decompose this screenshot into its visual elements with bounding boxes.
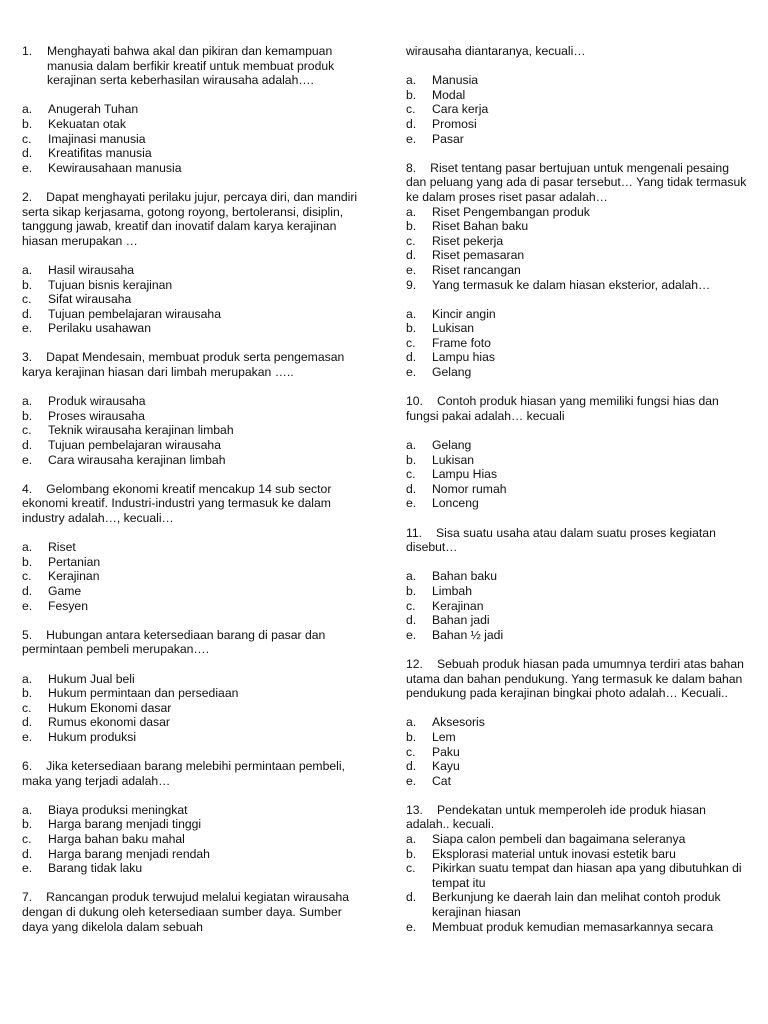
option-letter: c.: [22, 700, 32, 715]
question: [22, 190, 367, 336]
answer-option: [22, 102, 367, 117]
answer-option: [406, 132, 751, 147]
answer-option: [406, 482, 751, 497]
question: [22, 44, 367, 175]
question-stem: [406, 657, 751, 701]
question-text: Dapat Mendesain, membuat produk serta pengemasan karya kerajinan hiasan dari limbah merupakan …..: [22, 350, 345, 380]
question-stem: [22, 759, 367, 788]
option-text: Frame foto: [432, 335, 491, 350]
question-number: 2.: [22, 189, 33, 204]
option-letter: e.: [406, 919, 417, 934]
answer-option: [406, 832, 751, 847]
option-letter: c.: [406, 598, 416, 613]
question-number: 4.: [22, 481, 33, 496]
option-letter: b.: [22, 116, 33, 131]
question-stem: [22, 628, 367, 657]
option-text: Lukisan: [432, 321, 475, 336]
answer-option: [406, 263, 751, 278]
question-text: Hubungan antara ketersediaan barang di pasar dan permintaan pembeli merupakan….: [22, 627, 326, 657]
answer-option: [406, 628, 751, 643]
option-letter: e.: [22, 729, 33, 744]
question: [22, 350, 367, 467]
option-text: Riset Pengembangan produk: [432, 204, 590, 219]
option-text: Lukisan: [432, 452, 475, 467]
question-number: 6.: [22, 759, 33, 774]
option-text: Riset rancangan: [432, 262, 521, 277]
answer-option: [22, 438, 367, 453]
answer-option: [406, 350, 751, 365]
question-stem: [406, 526, 751, 555]
answer-options: [406, 73, 751, 146]
option-text: Yang termasuk ke dalam hiasan eksterior, adalah…: [432, 277, 711, 292]
option-text: Modal: [432, 87, 466, 102]
answer-option: [406, 774, 751, 789]
answer-option: [406, 759, 751, 774]
answer-option: [22, 409, 367, 424]
question-text: Jika ketersediaan barang melebihi permintaan pembeli, maka yang terjadi adalah…: [22, 759, 345, 788]
question-text: Menghayati bahwa akal dan pikiran dan kemampuan manusia dalam berfikir kreatif untuk membuat produk kerajinan serta keberhasilan wirausaha adalah….: [47, 44, 335, 88]
answer-option: [406, 205, 751, 220]
option-text: Kerajinan: [432, 598, 484, 613]
option-letter: a.: [406, 569, 417, 584]
answer-option: [406, 336, 751, 351]
answer-option: [22, 161, 367, 176]
option-letter: b.: [406, 729, 417, 744]
option-text: Lem: [432, 729, 456, 744]
option-text: Tujuan pembelajaran wirausaha: [48, 306, 221, 321]
option-text: Perilaku usahawan: [48, 321, 151, 336]
answer-option: [22, 292, 367, 307]
answer-option: [22, 540, 367, 555]
answer-option: [22, 817, 367, 832]
option-letter: e.: [406, 773, 417, 788]
option-text: Riset: [48, 540, 76, 555]
option-text: Proses wirausaha: [48, 408, 145, 423]
option-letter: c.: [22, 569, 32, 584]
option-text: Promosi: [432, 116, 477, 131]
answer-options: [406, 715, 751, 788]
option-text: Pertanian: [48, 554, 101, 569]
answer-option: [22, 307, 367, 322]
answer-option: [406, 453, 751, 468]
question-text: Contoh produk hiasan yang memiliki fungsi hias dan fungsi pakai adalah… kecuali: [406, 394, 719, 423]
answer-option: [22, 321, 367, 336]
answer-option: [406, 584, 751, 599]
option-letter: b.: [22, 408, 33, 423]
question: [406, 657, 751, 788]
left-column: [22, 44, 367, 934]
answer-options: [406, 832, 751, 934]
question-text: Sebuah produk hiasan pada umumnya terdiri atas bahan utama dan bahan pendukung. Yang termasuk ke dalam bahan pendukung pada kerajinan bingkai photo adalah… Kecuali..: [406, 656, 744, 701]
option-text: Kekuatan otak: [48, 116, 126, 131]
option-text: Aksesoris: [432, 715, 485, 730]
answer-option: [406, 307, 751, 322]
answer-option: [406, 88, 751, 103]
option-letter: d.: [22, 438, 33, 453]
option-letter: a.: [22, 262, 33, 277]
option-text: Imajinasi manusia: [48, 131, 146, 146]
question-number: 12.: [406, 656, 423, 671]
option-text: Lampu Hias: [432, 467, 498, 482]
answer-option: [22, 599, 367, 614]
option-letter: e.: [22, 452, 33, 467]
option-letter: e.: [406, 131, 417, 146]
option-text: Tujuan pembelajaran wirausaha: [48, 438, 221, 453]
option-letter: a.: [406, 306, 417, 321]
option-letter: b.: [406, 87, 417, 102]
question-stem: [22, 890, 367, 934]
option-text: Nomor rumah: [432, 481, 507, 496]
option-letter: c.: [406, 102, 416, 117]
option-letter: a.: [406, 73, 417, 88]
option-letter: a.: [22, 671, 33, 686]
answer-option: [22, 278, 367, 293]
question-number: 3.: [22, 350, 33, 365]
option-text: Kewirausahaan manusia: [48, 160, 182, 175]
option-text: Kerajinan: [48, 569, 100, 584]
option-letter: c.: [406, 744, 416, 759]
option-text: Harga barang menjadi rendah: [48, 846, 210, 861]
option-text: Bahan ½ jadi: [432, 627, 504, 642]
option-letter: a.: [22, 802, 33, 817]
option-text: Cara wirausaha kerajinan limbah: [48, 452, 226, 467]
question-text: wirausaha diantaranya, kecuali…: [406, 44, 586, 58]
option-text: Pasar: [432, 131, 464, 146]
option-text: Kincir angin: [432, 306, 496, 321]
answer-option: [22, 701, 367, 716]
answer-option: [22, 672, 367, 687]
answer-option: [406, 248, 751, 263]
option-text: Game: [48, 583, 82, 598]
option-text: Harga barang menjadi tinggi: [48, 817, 202, 832]
question: [406, 307, 751, 380]
answer-option: [406, 321, 751, 336]
answer-option: [406, 847, 751, 862]
question: [22, 890, 367, 934]
option-text: Hukum Jual beli: [48, 671, 135, 686]
option-text: Gelang: [432, 438, 472, 453]
option-text: Cara kerja: [432, 102, 489, 117]
option-letter: c.: [22, 131, 32, 146]
option-letter: a.: [406, 204, 417, 219]
question-text: Riset tentang pasar bertujuan untuk mengenali pesaing dan peluang yang ada di pasar tersebut… Yang tidak termasuk ke dalam proses riset pasar adalah…: [406, 160, 747, 204]
answer-option: [406, 117, 751, 132]
option-letter: b.: [406, 219, 417, 234]
answer-option: [406, 219, 751, 234]
option-text: Fesyen: [48, 598, 88, 613]
question-number: 11.: [406, 525, 423, 540]
option-letter: b.: [22, 277, 33, 292]
option-text: Membuat produk kemudian memasarkannya secara: [432, 919, 714, 934]
option-letter: a.: [406, 715, 417, 730]
option-letter: d.: [406, 116, 417, 131]
answer-option: [406, 569, 751, 584]
option-letter: a.: [406, 832, 417, 847]
option-letter: d.: [22, 146, 33, 161]
question-stem: [22, 350, 367, 379]
answer-option: [22, 803, 367, 818]
option-letter: e.: [22, 861, 33, 876]
option-text: Riset Bahan baku: [432, 219, 529, 234]
option-letter: b.: [22, 554, 33, 569]
answer-option: [22, 569, 367, 584]
option-letter: e.: [22, 160, 33, 175]
option-text: Riset pemasaran: [432, 248, 525, 263]
question-number: 13.: [406, 802, 423, 817]
option-text: Bahan baku: [432, 569, 498, 584]
answer-option: [406, 102, 751, 117]
option-text: Riset pekerja: [432, 233, 504, 248]
answer-option: [406, 730, 751, 745]
option-letter: b.: [22, 817, 33, 832]
question: [22, 759, 367, 876]
option-text: Barang tidak laku: [48, 861, 143, 876]
option-letter: 9.: [406, 277, 417, 292]
option-letter: c.: [406, 335, 416, 350]
option-text: Hukum Ekonomi dasar: [48, 700, 172, 715]
option-text: Rumus ekonomi dasar: [48, 715, 170, 730]
option-letter: d.: [406, 613, 417, 628]
question-stem: [22, 44, 367, 88]
question: [406, 803, 751, 934]
option-letter: d.: [406, 481, 417, 496]
question-number: 7.: [22, 890, 33, 905]
answer-option: [22, 686, 367, 701]
answer-option: [22, 394, 367, 409]
answer-options: [22, 540, 367, 613]
option-text: Kayu: [432, 759, 460, 774]
option-text: Manusia: [432, 73, 479, 88]
option-text: Gelang: [432, 365, 472, 380]
question-stem: [406, 394, 751, 423]
option-text: Siapa calon pembeli dan bagaimana seleranya: [432, 832, 686, 847]
option-letter: a.: [406, 438, 417, 453]
option-letter: e.: [406, 365, 417, 380]
answer-options: [22, 803, 367, 876]
option-text: Hukum produksi: [48, 729, 137, 744]
option-text: Eksplorasi material untuk inovasi estetik baru: [432, 846, 676, 861]
question-stem: [406, 44, 751, 59]
option-text: Limbah: [432, 583, 472, 598]
option-letter: e.: [406, 496, 417, 511]
answer-option: [22, 861, 367, 876]
option-letter: d.: [406, 890, 417, 905]
option-letter: a.: [22, 540, 33, 555]
option-text: Kreatifitas manusia: [48, 146, 152, 161]
answer-options: [406, 438, 751, 511]
answer-option: [406, 365, 751, 380]
option-letter: b.: [22, 686, 33, 701]
option-letter: d.: [22, 846, 33, 861]
answer-option: [406, 278, 751, 293]
answer-option: [22, 263, 367, 278]
answer-options: [22, 672, 367, 745]
right-column: [406, 44, 751, 934]
option-letter: c.: [406, 233, 416, 248]
question: [22, 628, 367, 745]
option-text: Hasil wirausaha: [48, 262, 135, 277]
option-letter: e.: [22, 321, 33, 336]
option-text: Hukum permintaan dan persediaan: [48, 686, 239, 701]
answer-option: [406, 920, 751, 935]
question-stem: [22, 190, 367, 248]
option-letter: c.: [406, 467, 416, 482]
option-letter: b.: [406, 583, 417, 598]
option-letter: a.: [22, 102, 33, 117]
option-text: Produk wirausaha: [48, 394, 146, 409]
option-text: Pikirkan suatu tempat dan hiasan apa yang dibutuhkan di tempat itu: [432, 861, 742, 890]
answer-option: [22, 832, 367, 847]
option-text: Teknik wirausaha kerajinan limbah: [48, 423, 234, 438]
answer-option: [406, 599, 751, 614]
question: [406, 394, 751, 511]
option-text: Cat: [432, 773, 451, 788]
answer-option: [22, 847, 367, 862]
option-letter: c.: [22, 292, 32, 307]
option-letter: d.: [22, 715, 33, 730]
question: [406, 161, 751, 292]
answer-option: [406, 861, 751, 890]
question-text: Rancangan produk terwujud melalui kegiatan wirausaha dengan di dukung oleh ketersediaan sumber daya. Sumber daya yang dikelola dalam sebuah: [22, 890, 350, 934]
option-text: Biaya produksi meningkat: [48, 802, 188, 817]
answer-option: [406, 467, 751, 482]
option-text: Paku: [432, 744, 460, 759]
option-letter: c.: [406, 861, 416, 876]
option-letter: d.: [22, 583, 33, 598]
option-letter: e.: [406, 627, 417, 642]
question: [406, 44, 751, 146]
question-number: 10.: [406, 394, 423, 409]
answer-option: [406, 73, 751, 88]
option-letter: e.: [406, 262, 417, 277]
question: [22, 482, 367, 613]
option-text: Lonceng: [432, 496, 479, 511]
option-letter: b.: [406, 321, 417, 336]
answer-options: [406, 205, 751, 293]
option-letter: d.: [406, 248, 417, 263]
option-letter: b.: [406, 452, 417, 467]
question-number: 5.: [22, 627, 33, 642]
question-number: 1.: [22, 44, 33, 58]
question-text: Gelombang ekonomi kreatif mencakup 14 sub sector ekonomi kreatif. Industri-industri yang termasuk ke dalam industry adalah…, kecuali…: [22, 481, 332, 525]
answer-option: [22, 132, 367, 147]
option-text: Tujuan bisnis kerajinan: [48, 277, 173, 292]
answer-option: [22, 555, 367, 570]
option-text: Sifat wirausaha: [48, 292, 132, 307]
question-text: Dapat menghayati perilaku jujur, percaya diri, dan mandiri serta sikap kerjasama, gotong royong, bertoleransi, disiplin, tanggung jawab, kreatif dan inovatif dalam karya kerajinan hiasan merupakan …: [22, 189, 358, 248]
question-text: Sisa suatu usaha atau dalam suatu proses kegiatan disebut…: [406, 525, 716, 555]
answer-option: [22, 423, 367, 438]
answer-option: [406, 890, 751, 919]
option-letter: a.: [22, 394, 33, 409]
answer-option: [406, 438, 751, 453]
answer-option: [22, 730, 367, 745]
option-letter: d.: [22, 306, 33, 321]
question: [406, 526, 751, 643]
answer-options: [22, 102, 367, 175]
answer-option: [406, 613, 751, 628]
answer-option: [22, 146, 367, 161]
answer-options: [22, 394, 367, 467]
answer-option: [22, 117, 367, 132]
answer-options: [22, 263, 367, 336]
answer-option: [22, 715, 367, 730]
question-stem: [406, 803, 751, 832]
option-text: Lampu hias: [432, 350, 496, 365]
option-letter: d.: [406, 759, 417, 774]
option-letter: b.: [406, 846, 417, 861]
option-text: Berkunjung ke daerah lain dan melihat contoh produk kerajinan hiasan: [432, 890, 721, 920]
answer-option: [406, 496, 751, 511]
answer-option: [406, 715, 751, 730]
question-number: 8.: [406, 160, 417, 175]
answer-options: [406, 569, 751, 642]
answer-option: [406, 234, 751, 249]
question-stem: [406, 161, 751, 205]
option-text: Bahan jadi: [432, 613, 490, 628]
option-text: Anugerah Tuhan: [48, 102, 139, 117]
option-letter: c.: [22, 423, 32, 438]
option-letter: e.: [22, 598, 33, 613]
question-stem: [22, 482, 367, 526]
answer-option: [406, 745, 751, 760]
answer-options: [406, 307, 751, 380]
answer-option: [22, 453, 367, 468]
option-letter: c.: [22, 832, 32, 847]
answer-option: [22, 584, 367, 599]
option-text: Harga bahan baku mahal: [48, 832, 185, 847]
question-text: Pendekatan untuk memperoleh ide produk hiasan adalah.. kecuali.: [406, 802, 706, 832]
option-letter: d.: [406, 350, 417, 365]
